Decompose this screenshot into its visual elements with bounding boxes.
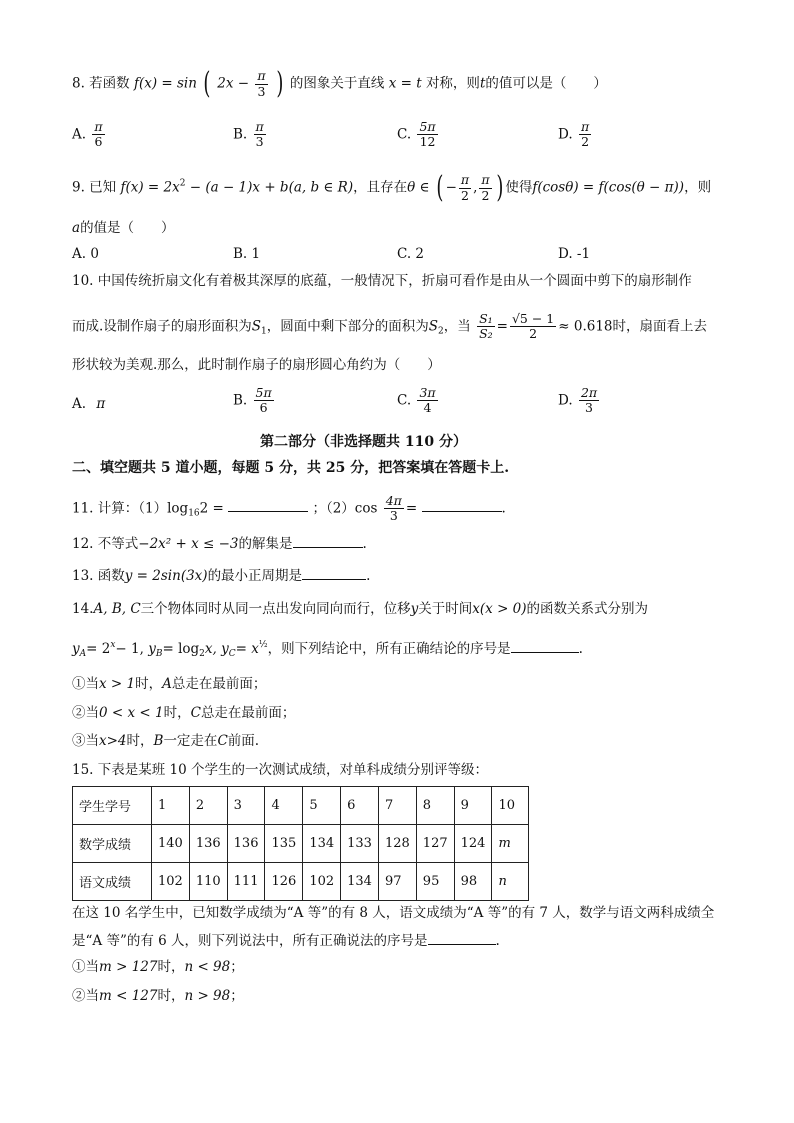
- item-text: ①当: [72, 959, 99, 975]
- q10-eq: =: [496, 318, 508, 335]
- q14-item-2: [72, 705, 295, 721]
- q10-approx: ≈ 0.618: [558, 318, 613, 335]
- item-text: 时，: [157, 988, 185, 1004]
- q9-option-a[interactable]: [72, 246, 99, 262]
- item-text: 总走在最前面；: [171, 676, 267, 692]
- q9-int-left-den: 2: [461, 187, 469, 203]
- q10-s2: S: [428, 318, 439, 335]
- option-num: π: [94, 119, 103, 134]
- table-cell: n: [492, 863, 529, 901]
- table-cell: 1: [152, 787, 190, 825]
- option-den: 6: [259, 400, 268, 416]
- q11-cos: cos: [354, 500, 378, 517]
- table-cell: 8: [416, 787, 454, 825]
- option-label: D. -1: [558, 246, 591, 262]
- q15-para2: [72, 932, 500, 949]
- q9-func-sup: 2: [179, 178, 186, 189]
- q8-prefix: 8. 若函数: [72, 75, 130, 92]
- q15-blank[interactable]: [428, 932, 496, 945]
- q10-s1-sub: 1: [261, 326, 267, 337]
- option-label: A. 0: [72, 246, 99, 262]
- q14-line1-c: 关于时间: [418, 601, 473, 617]
- q8-var-t: t: [479, 75, 486, 92]
- q14-item-3: [72, 733, 259, 749]
- q9-right-paren: ): [495, 170, 503, 205]
- item-text: 总走在最前面；: [200, 705, 296, 721]
- q14-ya-sub: A: [79, 649, 87, 659]
- q9-mid: ，且存在: [353, 179, 408, 196]
- q14-abc: A, B, C: [93, 601, 141, 617]
- score-table: [72, 786, 529, 901]
- q14-ya-eq: = 2: [86, 641, 111, 657]
- option-num: 2π: [580, 385, 598, 400]
- q14-yc-eq: = x: [235, 641, 259, 657]
- q10-line2-b: ，圆面中剩下部分的面积为: [266, 318, 429, 335]
- q14-line1: [72, 601, 648, 617]
- q15-para2-end: .: [495, 933, 500, 949]
- q8-option-a[interactable]: [72, 120, 107, 150]
- q13: [72, 567, 370, 584]
- q10-line2-d: 时，扇面看上去: [612, 318, 708, 335]
- option-den: 3: [255, 134, 264, 150]
- q13-suffix: 的最小正周期是: [207, 568, 303, 584]
- item-res: n > 98: [184, 988, 231, 1004]
- q13-blank[interactable]: [302, 567, 366, 580]
- table-cell: 136: [227, 825, 265, 863]
- option-label: C.: [397, 126, 412, 143]
- q8-option-b[interactable]: [233, 120, 268, 150]
- q14-ya-sup: x: [110, 640, 116, 650]
- item-text: 时，: [126, 733, 154, 749]
- table-cell: 3: [227, 787, 265, 825]
- q10-s1: S: [251, 318, 262, 335]
- q14-end: .: [578, 641, 583, 657]
- table-cell: 140: [152, 825, 190, 863]
- option-den: 6: [94, 134, 103, 150]
- option-label: D.: [558, 126, 573, 143]
- option-label: B. 1: [233, 246, 261, 262]
- item-text: 时，: [135, 676, 163, 692]
- option-den: 4: [423, 400, 432, 416]
- q10-s2-sub: 2: [438, 326, 444, 337]
- table-cell: 134: [341, 863, 379, 901]
- q11-log-rest: 2 =: [199, 500, 224, 517]
- q10-option-c[interactable]: [397, 386, 440, 416]
- q14-line2-end: ，则下列结论中，所有正确结论的序号是: [267, 641, 511, 657]
- item-text: ①当: [72, 676, 99, 692]
- option-label: A.: [72, 126, 87, 143]
- q8-suffix2: 对称，则: [425, 75, 480, 92]
- q9-line1-end: ，则: [684, 179, 712, 196]
- table-row: [73, 787, 529, 825]
- q9-stem-line2: [72, 220, 175, 236]
- q14-line1-d: 的函数关系式分别为: [526, 601, 649, 617]
- q8-option-c[interactable]: [397, 120, 440, 150]
- q14-yb-eq: = log: [162, 641, 200, 657]
- option-label: B.: [233, 392, 248, 409]
- q8-frac-num: π: [257, 68, 266, 84]
- table-cell: 134: [303, 825, 341, 863]
- q11-eq: =: [405, 500, 418, 517]
- table-cell: 110: [189, 863, 227, 901]
- option-num: 5π: [419, 119, 436, 134]
- item-who: C: [190, 705, 201, 721]
- q12-end: .: [362, 536, 367, 552]
- table-cell: 136: [189, 825, 227, 863]
- table-row: [73, 863, 529, 901]
- q8-right-paren: ): [276, 66, 284, 101]
- option-num: 3π: [419, 385, 436, 400]
- item-who: A: [162, 676, 172, 692]
- table-cell: 102: [152, 863, 190, 901]
- q11-prefix: 11. 计算：（1）: [72, 500, 168, 517]
- q14-yc: y: [221, 641, 229, 657]
- table-cell: 6: [341, 787, 379, 825]
- q14-item-1: [72, 676, 266, 692]
- option-label: C.: [397, 392, 412, 409]
- option-den: 12: [419, 134, 436, 150]
- table-cell: 127: [416, 825, 454, 863]
- q14-ya-rest: − 1,: [115, 641, 144, 657]
- item-cond: x>4: [99, 733, 127, 749]
- q9-equation: f(cosθ) = f(cos(θ − π)): [532, 179, 685, 196]
- q9-option-c[interactable]: [397, 246, 424, 262]
- item-text: ②当: [72, 705, 99, 721]
- item-cond: x > 1: [99, 676, 136, 692]
- option-label: C. 2: [397, 246, 425, 262]
- q10-line2-c: ，当: [443, 318, 471, 335]
- q14-line1-b: 三个物体同时从同一点出发向同向而行，位移: [140, 601, 411, 617]
- q8-frac-den: 3: [257, 83, 266, 99]
- q10-option-d[interactable]: [558, 386, 601, 416]
- q14-blank[interactable]: [511, 640, 579, 653]
- q12-suffix: 的解集是: [238, 536, 293, 552]
- q12-blank[interactable]: [293, 535, 363, 548]
- q9-var-a: a: [72, 220, 81, 236]
- item-res: n < 98: [184, 959, 231, 975]
- q14-yb: y: [148, 641, 156, 657]
- q14-y: y: [410, 601, 419, 617]
- q10-golden-den: 2: [529, 326, 538, 342]
- q8-stem: [72, 66, 607, 102]
- item-who: B: [153, 733, 164, 749]
- q11-frac-den: 3: [389, 508, 398, 524]
- q13-func: y = 2sin(3x): [124, 568, 208, 584]
- table-cell: 111: [227, 863, 265, 901]
- q12-prefix: 12. 不等式: [72, 536, 139, 552]
- q9-cond: 使得: [505, 179, 533, 196]
- q15-item-1: [72, 959, 244, 975]
- table-row-header: 语文成绩: [73, 863, 152, 901]
- q9-option-d[interactable]: [558, 246, 590, 262]
- q15-para1: 在这 10 名学生中，已知数学成绩为“A 等”的有 8 人，语文成绩为“A 等”的有 7 人，数学与语文两科成绩全: [72, 905, 715, 921]
- q10-option-a[interactable]: [72, 396, 105, 412]
- q10-line2-a: 而成.设制作扇子的扇形面积为: [72, 318, 252, 335]
- q14-yb-rest: x,: [204, 641, 217, 657]
- q10-ratio-num: S₁: [479, 311, 493, 326]
- q9-int-right-den: 2: [481, 187, 490, 203]
- q14-ya: y: [72, 641, 80, 657]
- item-text: ③当: [72, 733, 99, 749]
- q9-int-right-num: π: [481, 172, 490, 188]
- item-text: ②当: [72, 988, 99, 1004]
- part2-title: 第二部分（非选择题共 110 分）: [260, 434, 467, 450]
- q11-log-sub: 16: [188, 508, 200, 519]
- q9-stem-line1: 9. 已知 $f(x) = 2x^2 - (a - 1)x + b(a$, b ∈ R)，且存在θ ∈ ( − $\frac{\pi}{2}$ , $\frac{\pi}{2}$ ) 使得f(cosθ) = f(cos(θ − π))，则: [72, 170, 712, 205]
- q8-frac: [255, 69, 267, 99]
- q8-arg: 2x −: [217, 75, 250, 92]
- table-cell: 128: [378, 825, 416, 863]
- item-text: ；: [230, 959, 244, 975]
- q9-func: f(x) = 2x: [120, 179, 180, 196]
- table-cell: 7: [378, 787, 416, 825]
- q14-yb-log-sub: 2: [199, 649, 205, 659]
- table-cell: 98: [454, 863, 492, 901]
- item-cond: 0 < x < 1: [99, 705, 164, 721]
- q8-func: f(x) = sin: [133, 75, 197, 92]
- q8-left-paren: (: [203, 66, 211, 101]
- q13-end: .: [366, 568, 371, 584]
- q14-x: x(x > 0): [472, 601, 527, 617]
- item-cond: m < 127: [99, 988, 158, 1004]
- option-den: 3: [585, 400, 593, 416]
- q10-ratio-den: S₂: [479, 326, 493, 342]
- q14-yc-sup: ½: [258, 640, 268, 650]
- item-who: C: [217, 733, 228, 749]
- table-cell: 9: [454, 787, 492, 825]
- q11: [72, 494, 506, 524]
- q12-ineq: −2x² + x ≤ −3: [138, 536, 239, 552]
- q9-int-left-num: π: [460, 172, 470, 188]
- q14-line2: [72, 640, 583, 660]
- q13-prefix: 13. 函数: [72, 568, 125, 584]
- q15-para2-text: 是“A 等”的有 6 人，则下列说法中，所有正确说法的序号是: [72, 933, 428, 949]
- q10-line3: 形状较为美观.那么，此时制作扇子的扇形圆心角约为（ ）: [72, 357, 441, 373]
- q9-theta: θ ∈: [407, 179, 430, 196]
- table-cell: 124: [454, 825, 492, 863]
- q12: [72, 535, 367, 552]
- table-cell: 102: [303, 863, 341, 901]
- q9-left-paren: (: [436, 170, 444, 205]
- q11-end: .: [501, 500, 506, 517]
- q11-frac-num: 4π: [385, 493, 402, 508]
- table-row: [73, 825, 529, 863]
- q10-golden-num: √5 − 1: [511, 311, 555, 326]
- option-num: 5π: [255, 385, 272, 400]
- table-cell: 133: [341, 825, 379, 863]
- item-text: 时，: [157, 959, 185, 975]
- q11-blank-2[interactable]: [422, 499, 502, 512]
- q10-line2: [72, 312, 707, 342]
- q10-line1: 10. 中国传统折扇文化有着极其深厚的底蕴，一般情况下，折扇可看作是由从一个圆面中剪下的扇形制作: [72, 273, 692, 289]
- table-cell: 4: [265, 787, 303, 825]
- table-cell: 10: [492, 787, 529, 825]
- option-den: 2: [581, 134, 590, 150]
- section-heading: 二、填空题共 5 道小题，每题 5 分，共 25 分，把答案填在答题卡上.: [72, 460, 510, 476]
- q11-blank-1[interactable]: [228, 499, 308, 512]
- option-label: A.: [72, 396, 87, 412]
- option-num: π: [255, 119, 264, 134]
- q14-yb-sub: B: [155, 649, 163, 659]
- table-row-header: 数学成绩: [73, 825, 152, 863]
- q8-option-d[interactable]: [558, 120, 593, 150]
- item-text: 时，: [163, 705, 191, 721]
- table-cell: 5: [303, 787, 341, 825]
- q8-end: 的值可以是（ ）: [485, 75, 607, 92]
- table-cell: 97: [378, 863, 416, 901]
- q8-suffix: 的图象关于直线: [289, 75, 385, 92]
- item-text: 前面.: [227, 733, 260, 749]
- option-label: D.: [558, 392, 573, 409]
- option-value: π: [96, 396, 106, 412]
- q9-line2-rest: 的值是（ ）: [80, 220, 175, 236]
- q15-item-2: [72, 988, 244, 1004]
- table-cell: 126: [265, 863, 303, 901]
- table-cell: m: [492, 825, 529, 863]
- q10-option-b[interactable]: [233, 386, 276, 416]
- item-text: 一定走在: [163, 733, 218, 749]
- item-text: ；: [230, 988, 244, 1004]
- option-label: B.: [233, 126, 248, 143]
- table-cell: 95: [416, 863, 454, 901]
- q15-intro: 15. 下表是某班 10 个学生的一次测试成绩，对单科成绩分别评等级：: [72, 762, 489, 778]
- q9-func-rest: − (a − 1)x + b(a, b ∈ R): [189, 179, 354, 196]
- table-row-header: 学生学号: [73, 787, 152, 825]
- q14-yc-sub: C: [228, 649, 236, 659]
- item-cond: m > 127: [99, 959, 158, 975]
- q9-option-b[interactable]: [233, 246, 260, 262]
- q14-num: 14.: [72, 601, 94, 617]
- table-cell: 135: [265, 825, 303, 863]
- q9-prefix: 9. 已知: [72, 179, 117, 196]
- q11-log: log: [167, 500, 189, 517]
- q8-line-eq: x = t: [388, 75, 422, 92]
- q11-mid: ；（2）: [312, 500, 355, 517]
- table-cell: 2: [189, 787, 227, 825]
- option-num: π: [580, 119, 590, 134]
